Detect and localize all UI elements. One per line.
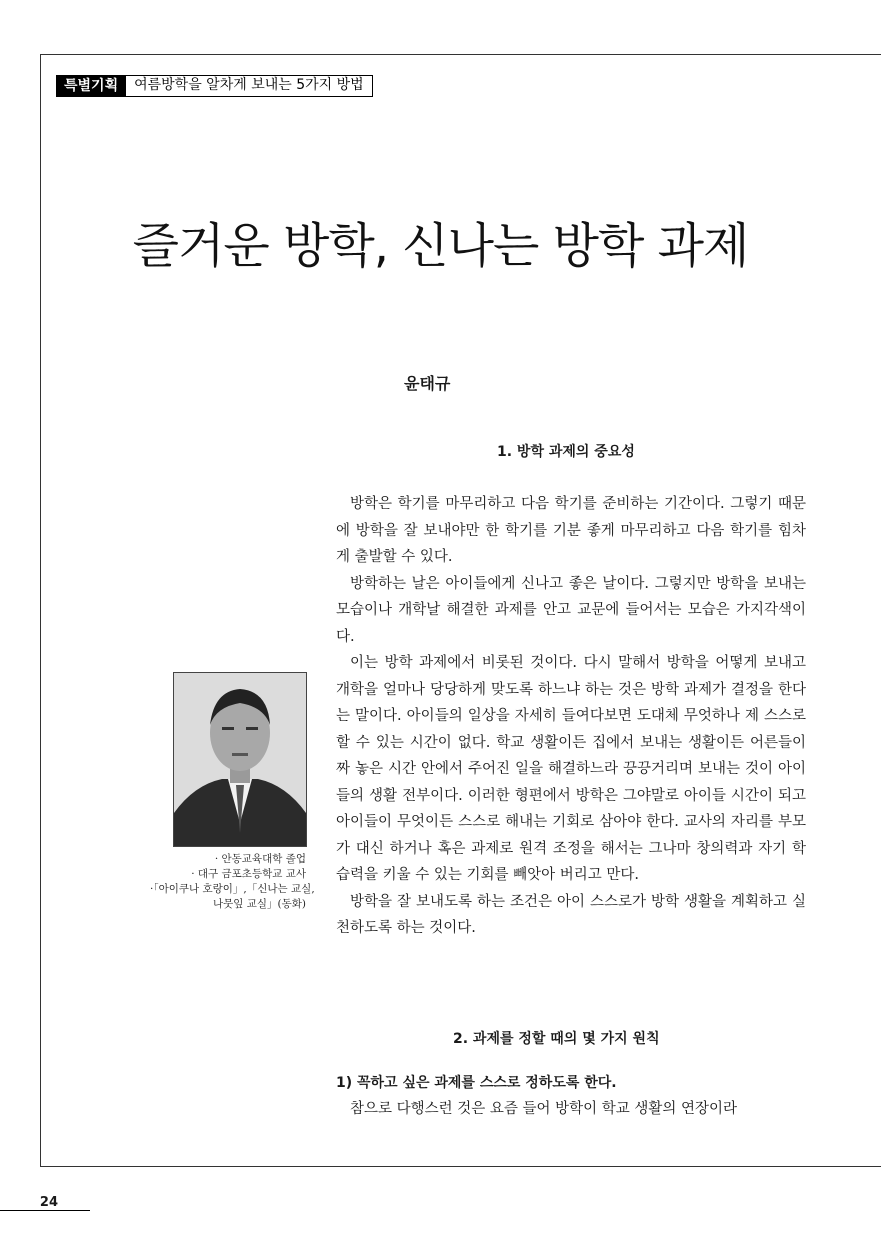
frame-top-rule [40, 54, 881, 55]
section-1-body [336, 491, 806, 942]
author-name: 윤태규 [404, 374, 451, 393]
series-topic: 여름방학을 알차게 보내는 5가지 방법 [126, 75, 373, 97]
paragraph: 참으로 다행스런 것은 요즘 들어 방학이 학교 생활의 연장이라 [350, 1101, 738, 1117]
page-number-footer [0, 1195, 90, 1211]
paragraph: 방학을 잘 보내도록 하는 조건은 아이 스스로가 방학 생활을 계획하고 실천하도록 하는 것이다. [336, 893, 806, 936]
profile-line: 나뭇잎 교실」(동화) [212, 898, 306, 910]
profile-line: · 안동교육대학 졸업 [214, 853, 306, 865]
paragraph: 방학하는 날은 아이들에게 신나고 좋은 날이다. 그렇지만 방학을 보내는 모습이나 개학날 해결한 과제를 안고 교문에 들어서는 모습은 가지각색이다. [336, 575, 806, 645]
author-portrait-image [174, 673, 306, 846]
section-2-body [336, 1096, 806, 1123]
author-photo [173, 672, 307, 847]
profile-line: · 대구 금포초등학교 교사 [191, 868, 306, 880]
page-number: 24 [39, 1195, 58, 1210]
paragraph: 방학은 학기를 마무리하고 다음 학기를 준비하는 기간이다. 그렇기 때문에 방학을 잘 보내야만 한 학기를 기분 좋게 마무리하고 다음 학기를 힘차게 출발할 수 있다. [336, 496, 806, 565]
profile-line: ·「아이쿠나 호랑이」,「신나는 교실, [150, 883, 315, 895]
paragraph: 이는 방학 과제에서 비롯된 것이다. 다시 말해서 방학을 어떻게 보내고 개학을 얼마나 당당하게 맞도록 하느냐 하는 것은 방학 과제가 결정을 한다는 말이다. 아이들의 일상을 자세히 들여다보면 도대체 무엇하나 제 스스로 할 수 있는 시간이 없다. 학교 생활이든 집에서 보내는 생활이든 어른들이 짜 놓은 시간 안에서 주어진 일을 해결하느라 끙끙거리며 보내는 것이 아이들의 생활 전부이다. 이러한 형편에서 방학은 그야말로 아이들 시간이 되고 아이들이 무엇이든 스스로 해내는 기회로 삼아야 한다. 교사의 자리를 부모가 대신 하거나 혹은 과제로 원격 조정을 해서는 그나마 창의력과 자기 학습력을 키울 수 있는 기회를 빼앗아 버리고 만다. [336, 655, 806, 883]
section-2-subheading: 1) 꼭하고 싶은 과제를 스스로 정하도록 한다. [336, 1075, 617, 1091]
frame-bottom-rule [40, 1166, 881, 1167]
article-title: 즐거운 방학, 신나는 방학 과제 [132, 218, 749, 274]
series-tag: 특별기획 [56, 75, 126, 97]
section-2-heading: 2. 과제를 정할 때의 몇 가지 원칙 [453, 1031, 660, 1047]
author-profile [150, 852, 315, 912]
series-header [56, 75, 373, 97]
section-1-heading: 1. 방학 과제의 중요성 [497, 444, 635, 460]
